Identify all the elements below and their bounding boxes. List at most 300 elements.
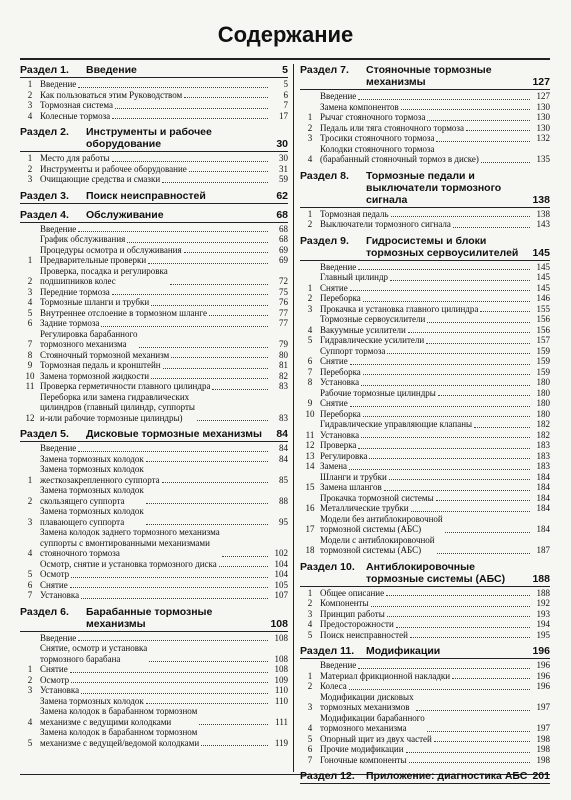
dot-leader <box>70 672 268 673</box>
entry-title: Введение <box>320 660 357 670</box>
entry-number: 4 <box>27 110 33 121</box>
entry-page: 180 <box>536 387 550 398</box>
entry-text-wrap <box>320 335 532 346</box>
toc-entry[interactable] <box>300 598 550 609</box>
dot-leader <box>197 420 268 421</box>
entry-text-wrap <box>320 102 532 113</box>
entry-title: Проверка герметичности главного цилиндра <box>40 381 211 391</box>
entry-text-wrap <box>40 174 270 185</box>
section-heading[interactable] <box>300 64 550 88</box>
dot-leader <box>387 616 530 617</box>
entry-number: 12 <box>25 412 35 423</box>
entry-number: 4 <box>27 548 33 558</box>
entry-title: Колодки стояночного тормоза (барабанный стояночный тормоз в диске) <box>320 143 479 164</box>
dot-leader <box>387 353 530 354</box>
toc-entry[interactable] <box>20 79 288 90</box>
section-rule <box>300 207 550 208</box>
entry-page: 119 <box>274 737 288 748</box>
entry-page: 145 <box>536 282 550 293</box>
toc-entry[interactable] <box>300 293 550 304</box>
section-rule <box>20 631 288 632</box>
entry-number: 5 <box>27 737 33 748</box>
page-title: Содержание <box>217 22 354 47</box>
toc-entry[interactable] <box>20 297 288 308</box>
entry-text-wrap <box>320 133 532 144</box>
dot-leader <box>427 322 530 323</box>
toc-entry[interactable] <box>300 609 550 620</box>
section-rule <box>300 658 550 659</box>
entry-text-wrap <box>320 630 532 641</box>
entry-page: 182 <box>536 419 550 429</box>
entry-title: Снятие <box>320 356 348 366</box>
section-heading[interactable] <box>300 170 550 206</box>
section-page: 188 <box>532 572 550 585</box>
entry-text-wrap <box>320 272 532 283</box>
entry-page: 68 <box>279 223 288 234</box>
entry-text-wrap <box>40 633 270 644</box>
entry-text-wrap <box>320 451 532 462</box>
entry-text-wrap <box>40 164 270 175</box>
section-rule <box>20 441 288 442</box>
toc-entry[interactable] <box>300 692 550 713</box>
entry-title: Задние тормоза <box>40 318 100 328</box>
dot-leader <box>184 97 268 98</box>
entry-title: Стояночный тормозной механизм <box>40 349 170 360</box>
entry-number: 3 <box>27 174 33 184</box>
dot-leader <box>184 252 268 253</box>
entry-page: 5 <box>283 79 288 89</box>
entry-title: Проверка <box>320 440 357 450</box>
entry-text-wrap <box>40 454 270 465</box>
toc-entry[interactable] <box>20 245 288 256</box>
toc-entry[interactable] <box>300 346 550 357</box>
entry-number: 3 <box>27 685 33 695</box>
toc-entry[interactable] <box>300 681 550 692</box>
toc-entry[interactable] <box>20 696 288 707</box>
section-number: Раздел 3. <box>20 189 69 202</box>
entry-number: 2 <box>27 89 33 100</box>
entry-title: Металлические трубки <box>320 503 409 513</box>
entry-title: Снятие <box>320 282 348 293</box>
toc-entry[interactable] <box>300 588 550 599</box>
section-title: Обслуживание <box>86 208 164 221</box>
toc-entry[interactable] <box>300 713 550 734</box>
column-divider <box>293 64 294 772</box>
entry-page: 183 <box>536 461 550 471</box>
entry-text-wrap <box>40 308 270 319</box>
entry-page: 183 <box>536 450 550 461</box>
entry-number: 2 <box>27 163 33 174</box>
toc-entry[interactable] <box>20 727 288 748</box>
entry-title: Замена колодок в барабанном тормозном механизме с ведущей/ведомой колодками <box>40 727 200 748</box>
entry-title: Шланги и трубки <box>320 471 387 482</box>
toc-entry[interactable] <box>20 224 288 235</box>
toc-entry[interactable] <box>300 409 550 420</box>
entry-number: 10 <box>305 408 315 419</box>
toc-entry[interactable] <box>20 527 288 559</box>
section-heading[interactable] <box>20 606 288 630</box>
entry-page: 194 <box>536 619 550 629</box>
entry-title: Выключатели тормозного сигнала <box>320 219 451 229</box>
section-title: Антиблокировочные тормозные системы (АБС) <box>366 560 506 585</box>
entry-title: Введение <box>40 443 77 453</box>
entry-title: Вакуумные усилители <box>320 324 406 335</box>
entry-page: 102 <box>274 548 288 558</box>
section-page: 108 <box>270 617 288 630</box>
toc-entry[interactable] <box>300 630 550 641</box>
toc-entry[interactable] <box>300 356 550 367</box>
dot-leader <box>127 242 268 243</box>
section-heading[interactable] <box>300 561 550 585</box>
toc-entry[interactable] <box>300 619 550 630</box>
toc-entry[interactable] <box>20 153 288 164</box>
entry-title: Замена тормозных колодок скользящего суппорта <box>40 485 144 506</box>
entry-title: Прокачка и установка главного цилиндра <box>320 303 479 314</box>
entry-title: Опорный щит из двух частей <box>320 733 432 744</box>
toc-entry[interactable] <box>20 643 288 664</box>
toc-entry[interactable] <box>20 329 288 350</box>
entry-number: 2 <box>307 122 313 133</box>
toc-entry[interactable] <box>300 388 550 399</box>
entry-title: Регулировка <box>320 450 368 461</box>
entry-page: 83 <box>279 381 288 391</box>
toc-entry[interactable] <box>300 304 550 315</box>
section-title: Стояночные тормозные механизмы <box>366 64 492 88</box>
dot-leader <box>361 437 530 438</box>
toc-entry[interactable] <box>20 590 288 601</box>
entry-page: 192 <box>536 598 550 608</box>
entry-number: 15 <box>305 482 315 492</box>
entry-title: Тормозные шланги и трубки <box>40 297 150 307</box>
entry-text-wrap <box>320 713 532 734</box>
toc-entry[interactable] <box>300 482 550 493</box>
entry-text-wrap <box>320 377 532 388</box>
entry-page: 198 <box>536 754 550 765</box>
entry-title: Главный цилиндр <box>320 272 389 282</box>
section-title: Дисковые тормозные механизмы <box>86 428 263 440</box>
entry-text-wrap <box>320 356 532 367</box>
toc-entry[interactable] <box>20 664 288 675</box>
entry-page: 84 <box>279 443 288 453</box>
entry-title: Переборка <box>320 366 361 377</box>
toc-entry[interactable] <box>300 535 550 556</box>
entry-title: Как пользоваться этим Руководством <box>40 89 183 100</box>
section-heading[interactable] <box>20 64 288 76</box>
entry-title: Замена колодок в барабанном тормозном механизме с ведущими колодками <box>40 706 198 727</box>
dot-leader <box>149 661 268 662</box>
entry-number: 3 <box>307 702 313 712</box>
toc-entry[interactable] <box>300 102 550 113</box>
entry-number: 7 <box>307 366 313 377</box>
entry-page: 108 <box>274 664 288 674</box>
entry-page: 156 <box>536 324 550 335</box>
dot-leader <box>436 500 530 501</box>
entry-page: 145 <box>536 261 550 272</box>
entry-title: Предосторожности <box>320 619 394 629</box>
section-rule <box>20 222 288 223</box>
entry-page: 108 <box>274 632 288 643</box>
entry-title: Снятие <box>320 398 348 408</box>
toc-entry[interactable] <box>300 325 550 336</box>
entry-text-wrap <box>320 209 532 220</box>
toc-entry[interactable] <box>20 111 288 122</box>
entry-page: 156 <box>536 314 550 324</box>
dot-leader <box>70 587 268 588</box>
entry-text-wrap <box>320 482 532 493</box>
entry-title: Тормозные сервоусилители <box>320 314 426 324</box>
toc-entry[interactable] <box>300 123 550 134</box>
entry-number: 11 <box>305 429 315 440</box>
toc-entry[interactable] <box>300 314 550 325</box>
entry-page: 85 <box>279 474 288 485</box>
section-title: Гидросистемы и блоки тормозных сервоусилителей <box>366 234 519 259</box>
toc-entry[interactable] <box>20 381 288 392</box>
toc-entry[interactable] <box>20 350 288 361</box>
section-page: 5 <box>282 64 288 76</box>
entry-text-wrap <box>320 409 532 420</box>
toc-entry[interactable] <box>300 744 550 755</box>
entry-number: 3 <box>307 303 313 314</box>
entry-number: 9 <box>307 398 313 408</box>
dot-leader <box>81 598 268 599</box>
entry-text-wrap <box>320 388 532 399</box>
dot-leader <box>101 326 268 327</box>
dot-leader <box>358 269 530 270</box>
entry-page: 104 <box>274 569 288 579</box>
dot-leader <box>410 637 530 638</box>
dot-leader <box>151 305 268 306</box>
entry-page: 196 <box>536 660 550 670</box>
entry-page: 184 <box>536 492 550 503</box>
dot-leader <box>171 357 268 358</box>
entry-page: 146 <box>536 293 550 303</box>
entry-page: 104 <box>274 558 288 569</box>
toc-entry[interactable] <box>20 675 288 686</box>
entry-page: 127 <box>536 91 550 101</box>
toc-entry[interactable] <box>20 559 288 570</box>
toc-entry[interactable] <box>300 144 550 165</box>
section-heading[interactable] <box>300 645 550 657</box>
toc-entry[interactable] <box>300 493 550 504</box>
entry-text-wrap <box>40 245 270 256</box>
entry-text-wrap <box>320 123 532 134</box>
toc-entry[interactable] <box>20 443 288 454</box>
entry-text-wrap <box>320 588 532 599</box>
toc-entry[interactable] <box>20 371 288 382</box>
section-page: 68 <box>276 208 288 221</box>
entry-page: 155 <box>536 303 550 314</box>
toc-entry[interactable] <box>20 174 288 185</box>
entry-title: Колеса <box>320 681 347 691</box>
entry-text-wrap <box>320 440 532 451</box>
toc-entry[interactable] <box>20 706 288 727</box>
toc-entry[interactable] <box>300 283 550 294</box>
toc-entry[interactable] <box>300 514 550 535</box>
entry-number: 1 <box>307 208 313 219</box>
entry-page: 84 <box>279 453 288 464</box>
toc-entry[interactable] <box>20 234 288 245</box>
entry-title: Принцип работы <box>320 608 385 619</box>
section-heading[interactable] <box>300 235 550 259</box>
entry-text-wrap <box>320 671 532 682</box>
entry-page: 184 <box>536 503 550 513</box>
entry-number: 4 <box>307 324 313 335</box>
entry-title: Педаль или тяга стояночного тормоза <box>320 122 464 133</box>
entry-page: 198 <box>536 744 550 754</box>
toc-entry[interactable] <box>300 272 550 283</box>
entry-page: 82 <box>279 370 288 381</box>
section-rule <box>20 151 288 152</box>
toc-entry[interactable] <box>20 685 288 696</box>
entry-title: Переборка <box>320 408 361 419</box>
dot-leader <box>411 511 530 512</box>
entry-page: 188 <box>536 587 550 598</box>
toc-entry[interactable] <box>20 360 288 371</box>
section-rule <box>300 89 550 90</box>
entry-title: Модификации дисковых тормозных механизмов <box>320 691 414 712</box>
toc-entry[interactable] <box>300 472 550 483</box>
entry-title: Осмотр <box>40 674 70 685</box>
entry-title: Колесные тормоза <box>40 110 111 121</box>
toc-entry[interactable] <box>20 308 288 319</box>
entry-title: Модели без антиблокировочной тормозной системы (АБС) <box>320 513 443 534</box>
entry-text-wrap <box>40 360 270 371</box>
entry-text-wrap <box>320 430 532 441</box>
entry-text-wrap <box>320 681 532 692</box>
entry-text-wrap <box>320 283 532 294</box>
toc-entry[interactable] <box>300 219 550 230</box>
toc-entry[interactable] <box>300 112 550 123</box>
toc-entry[interactable] <box>20 580 288 591</box>
entry-title: Место для работы <box>40 153 110 163</box>
entry-page: 197 <box>536 702 550 712</box>
toc-entry[interactable] <box>20 485 288 506</box>
toc-entry[interactable] <box>300 430 550 441</box>
dot-leader <box>201 745 268 746</box>
entry-text-wrap <box>320 91 532 102</box>
entry-title: Рабочие тормозные цилиндры <box>320 387 436 398</box>
toc-entry[interactable] <box>20 266 288 287</box>
dot-leader <box>396 627 530 628</box>
dot-leader <box>71 577 268 578</box>
toc-entry[interactable] <box>300 209 550 220</box>
toc-entry[interactable] <box>20 569 288 580</box>
toc-entry[interactable] <box>300 367 550 378</box>
section-heading[interactable] <box>20 190 288 202</box>
entry-page: 135 <box>536 154 550 164</box>
toc-entry[interactable] <box>20 392 288 424</box>
entry-title: Гидравлические усилители <box>320 335 425 345</box>
entry-title: Введение <box>320 261 357 272</box>
section-heading[interactable] <box>20 428 288 440</box>
dot-leader <box>409 762 531 763</box>
dot-leader <box>350 406 530 407</box>
entry-title: Переборка <box>320 293 361 303</box>
dot-leader <box>401 109 530 110</box>
toc-entry[interactable] <box>20 506 288 527</box>
entry-title: Тормозная педаль <box>320 208 389 219</box>
entry-text-wrap <box>320 346 532 357</box>
entry-title: Замена тормозных колодок <box>40 695 144 706</box>
toc-entry[interactable] <box>300 133 550 144</box>
entry-text-wrap <box>40 580 270 591</box>
toc-entry[interactable] <box>300 660 550 671</box>
entry-number: 1 <box>307 282 313 293</box>
entry-text-wrap <box>40 255 270 266</box>
toc-entry[interactable] <box>20 287 288 298</box>
section-number: Раздел 6. <box>20 605 69 618</box>
toc-entry[interactable] <box>300 91 550 102</box>
entry-number: 3 <box>27 100 33 110</box>
entry-number: 16 <box>305 503 315 513</box>
entry-title: Проверка, посадка и регулировка подшипников колес <box>40 265 168 286</box>
dot-leader <box>390 280 530 281</box>
section-number: Раздел 1. <box>20 64 69 76</box>
toc-entry[interactable] <box>300 503 550 514</box>
dot-leader <box>209 315 268 316</box>
toc-entry[interactable] <box>300 734 550 745</box>
toc-entry[interactable] <box>20 633 288 644</box>
entry-title: Замена колодок заднего тормозного механизма суппорты с вмонтированными механизмами стояночного тормоза <box>40 527 220 558</box>
toc-entry[interactable] <box>300 335 550 346</box>
toc-entry[interactable] <box>300 419 550 430</box>
dot-leader <box>406 752 530 753</box>
toc-entry[interactable] <box>300 440 550 451</box>
toc-entry[interactable] <box>300 671 550 682</box>
entry-text-wrap <box>40 111 270 122</box>
section-number: Раздел 12. <box>300 770 355 782</box>
toc-entry[interactable] <box>300 461 550 472</box>
toc-entry[interactable] <box>300 377 550 388</box>
section-rule <box>20 203 288 204</box>
toc-entry[interactable] <box>20 164 288 175</box>
entry-page: 130 <box>536 101 550 112</box>
toc-entry[interactable] <box>20 100 288 111</box>
entry-page: 187 <box>536 545 550 555</box>
toc-entry[interactable] <box>20 255 288 266</box>
toc-entry[interactable] <box>300 755 550 766</box>
entry-title: Снятие <box>40 579 68 590</box>
toc-entry[interactable] <box>300 451 550 462</box>
toc-entry[interactable] <box>20 90 288 101</box>
entry-text-wrap <box>320 367 532 378</box>
entry-title: Переборка или замена гидравлических цилиндров (главный цилиндр, суппорты и-или рабочие тормозные цилиндры) <box>40 391 195 423</box>
toc-entry[interactable] <box>20 464 288 485</box>
section-heading[interactable] <box>20 209 288 221</box>
dot-leader <box>434 741 530 742</box>
entry-number: 2 <box>27 674 33 685</box>
section-heading[interactable] <box>20 126 288 150</box>
entry-text-wrap <box>320 598 532 609</box>
entry-text-wrap <box>320 398 532 409</box>
section-rule <box>20 77 288 78</box>
entry-number: 12 <box>305 440 315 450</box>
toc-entry[interactable] <box>300 398 550 409</box>
entry-title: Гидравлические управляющие клапаны <box>320 419 473 429</box>
dot-leader <box>480 311 530 312</box>
entry-page: 111 <box>275 716 288 727</box>
dot-leader <box>219 566 268 567</box>
entry-number: 6 <box>307 744 313 754</box>
section-title: Инструменты и рабочее оборудование <box>86 126 212 150</box>
entry-number: 1 <box>27 474 33 485</box>
section-heading[interactable] <box>300 770 550 782</box>
toc-entry[interactable] <box>300 262 550 273</box>
entry-text-wrap <box>40 392 270 424</box>
toc-entry[interactable] <box>20 318 288 329</box>
toc-entry[interactable] <box>20 454 288 465</box>
entry-page: 95 <box>279 516 288 527</box>
